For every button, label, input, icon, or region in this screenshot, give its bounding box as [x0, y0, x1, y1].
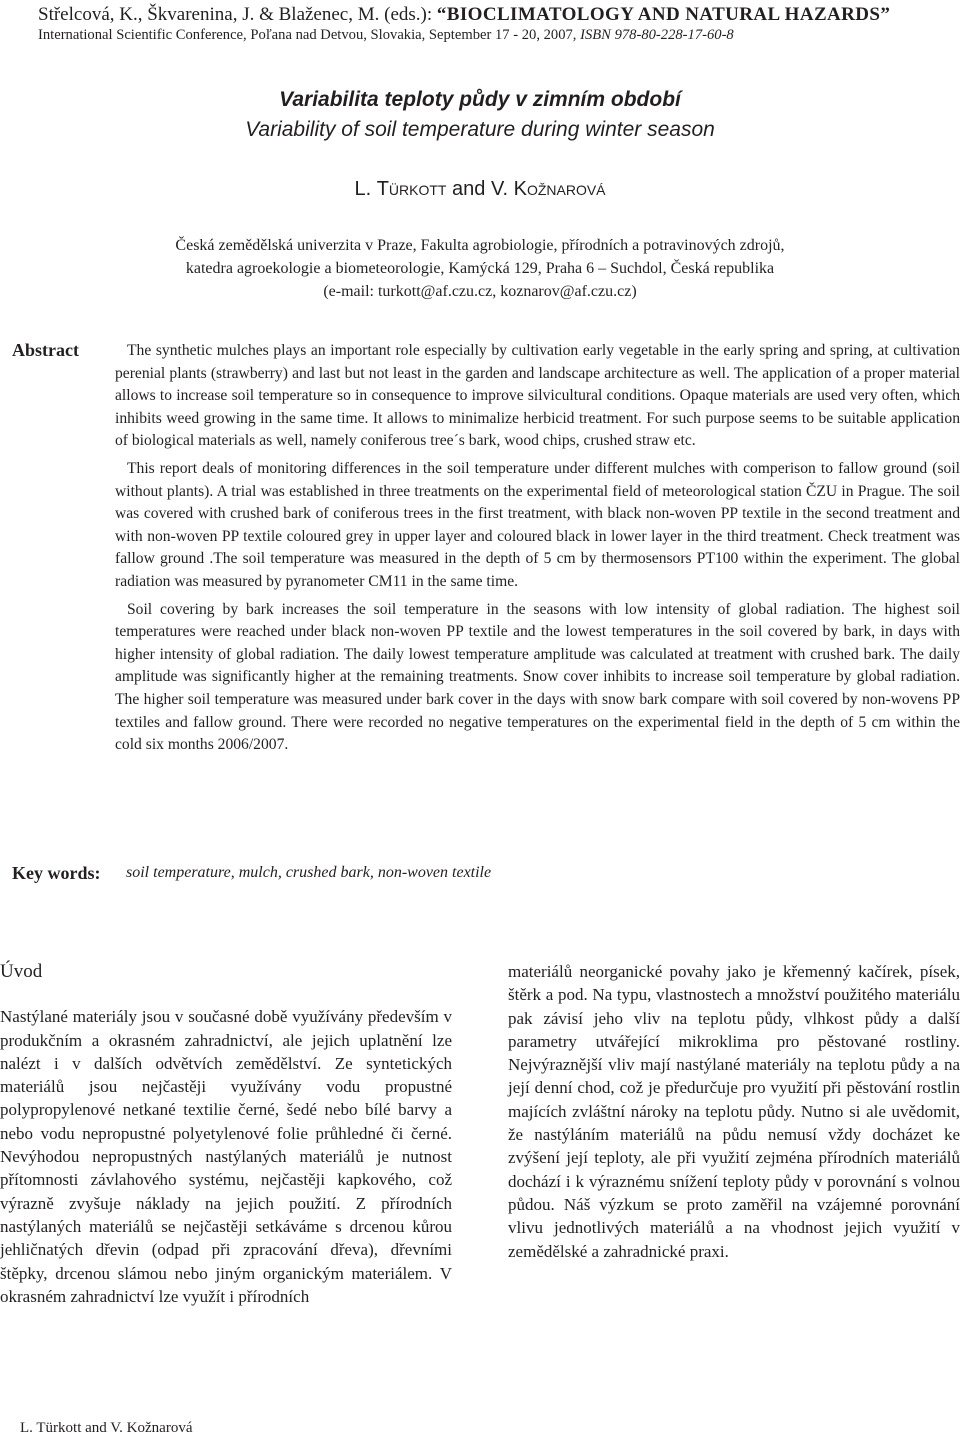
abstract-paragraph: Soil covering by bark increases the soil temperature in the seasons with low intensity of global radiation. The highest soil temperatures were reached under black non-woven PP textile and the lowest temperatures in the soil covered by bark, in days with higher intensity of global radiation. The daily lowest temperature amplitude was calculated at treatment with crushed bark. The daily amplitude was significantly higher at the remaining treatments. Snow cover inhibits to increase soil temperature by global radiation. The higher soil temperature was measured under bark cover in the days with snow bark compare with soil covered by non-wovens PP textiles and fallow ground. There were recorded no negative temperatures on the experimental field in the depth of 5 cm within the cold six months 2006/2007. — [115, 600, 960, 754]
title-czech: Variabilita teploty půdy v zimním období — [279, 88, 681, 111]
body-column-left — [0, 960, 452, 1308]
affiliation-line-2: katedra agroekologie a biometeorologie, Kamýcká 129, Praha 6 – Suchdol, Česká republika — [185, 260, 775, 277]
affiliation — [0, 234, 960, 303]
running-header — [38, 4, 948, 44]
keywords-label: Key words: — [12, 863, 101, 883]
body-paragraph-left: Nastýlané materiály jsou v současné době využívány především v produkčním a okrasném zahradnictví, ale jejich uplatnění lze nalézt i v dalších odvětvích zemědělství. Ze syntetických materiálů jsou nejčastěji využívány vodu propustné polypropylenové netkané textilie černé, šedé nebo bílé barvy a nebo vodu nepropustné polyetylenové folie průhledné či černé. Nevýhodou nepropustných nastýlaných materiálů je nutnost přítomnosti závlahového systému, nejčastěji kapkového, což výrazně zvyšuje náklady na jejich použití. Z přírodních nastýlaných materiálů se nejčastěji setkáváme s drcenou kůrou jehličnatých dřevin (odpad při zpracování dřeva), dřevními štěpky, drcenou slámou nebo jiným organickým materiálem. V okrasném zahradnictví lze využít i přírodních — [0, 1007, 452, 1306]
author-1-initial: L. — [354, 178, 377, 200]
body-paragraph-right: materiálů neorganické povahy jako je křemenný kačírek, písek, štěrk a pod. Na typu, vlastnostech a množství použitého materiálu pak závisí jeho vliv na teplotu půdy, vlhkost půdy a další parametry utvářející mikroklima pro pěstované rostliny. Nejvýraznější vliv mají nastýlané materiály na teplotu půdy a na její denní chod, což je předurčuje pro využití při pěstování rostlin majících zvláštní nároky na teplotu půdy. Nutno si ale uvědomit, že nastýláním materiálů na půdu nemusí vždy docházet ke zvýšení její teploty, ale při využití zejména přírodních materiálů dochází i k výraznému snížení teploty půdy v porovnání s volnou půdou. Náš výzkum se proto zaměřil na vzájemné porovnání vlivu jednotlivých materiálů a na vhodnost jejich využití v zemědělské a zahradnické praxi. — [508, 962, 960, 1261]
keywords-text: soil temperature, mulch, crushed bark, non-woven textile — [126, 864, 492, 881]
section-heading: Úvod — [0, 961, 43, 982]
abstract-paragraph: The synthetic mulches plays an important role especially by cultivation early vegetable in the early spring and spring, at cultivation perenial plants (strawberry) and last but not least in the garden and landscape architecture as well. The application of a proper material allows to increase soil temperature so in consequence to improve silvicultural conditions. Opaque materials are used very often, which inhibits weed growing in the same time. It allows to minimalize herbicid treatment. For such purpose seems to be suitable application of biological materials as well, namely coniferous tree´s bark, wood chips, crushed straw etc. — [115, 342, 960, 450]
abstract-label: Abstract — [12, 340, 79, 360]
affiliation-email: (e-mail: turkott@af.czu.cz, koznarov@af.czu.cz) — [323, 283, 637, 300]
isbn: ISBN 978-80-228-17-60-8 — [580, 27, 734, 43]
affiliation-line-1: Česká zemědělská univerzita v Praze, Fakulta agrobiologie, přírodních a potravinových zdrojů, — [175, 237, 785, 254]
abstract-paragraph: This report deals of monitoring differences in the soil temperature under different mulches with comperison to fallow ground (soil without plants). A trial was established in three treatments on the experimental field of meteorological station ČZU in Prague. The soil was covered with crushed bark of coniferous trees in the first treatment, with black non-woven PP textile in the second treatment and with non-woven PP textile coloured grey in upper layer and coloured black in lower layer in the third treatment. Check treatment was fallow ground .The soil temperature was measured in the depth of 5 cm by thermosensors PT100 within the experiment. The global radiation was measured by pyranometer CM11 in the same time. — [115, 459, 960, 590]
author-2-name: Kožnarová — [513, 178, 606, 200]
title-english: Variability of soil temperature during winter season — [245, 118, 715, 141]
header-line-1 — [38, 4, 948, 26]
author-connector: and V. — [446, 178, 514, 200]
conference-info: International Scientific Conference, Poľana nad Detvou, Slovakia, September 17 - 20, 2007, — [38, 27, 577, 43]
abstract-body — [115, 340, 960, 762]
editors: Střelcová, K., Škvarenina, J. & Blaženec, M. (eds.): — [38, 4, 433, 25]
header-line-2 — [38, 26, 948, 44]
body-column-right — [508, 960, 960, 1263]
title-block — [0, 86, 960, 144]
authors — [0, 178, 960, 201]
book-title: “BIOCLIMATOLOGY AND NATURAL HAZARDS” — [436, 4, 891, 25]
author-1-name: Türkott — [376, 178, 447, 200]
running-footer: L. Türkott and V. Kožnarová — [20, 1420, 193, 1436]
